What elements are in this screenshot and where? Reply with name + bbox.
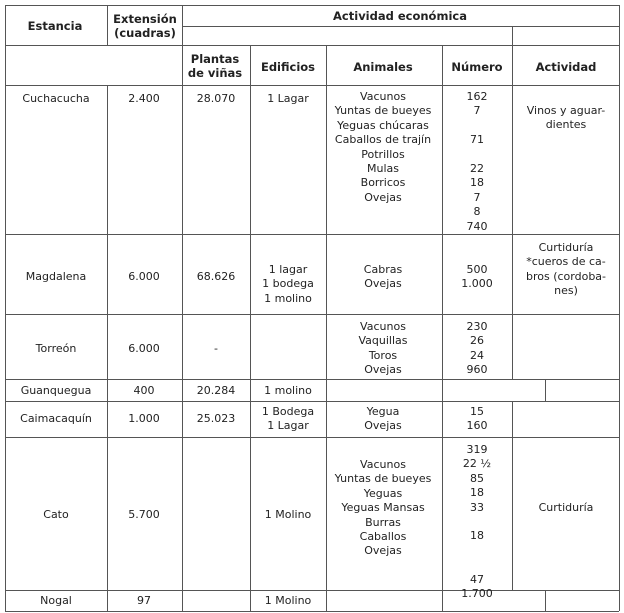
cell-estancia: Torreón xyxy=(35,342,77,355)
cell-line: 1 Bodega xyxy=(261,405,315,418)
grid-line xyxy=(442,437,443,590)
cell-line: Yuntas de bueyes xyxy=(334,472,432,486)
grid-line xyxy=(442,234,443,314)
grid-line xyxy=(442,85,443,234)
cell-line: nes) xyxy=(554,284,578,298)
cell-line: Ovejas xyxy=(364,277,402,291)
cell-line: Ovejas xyxy=(364,363,402,377)
cell-actividad xyxy=(526,241,606,299)
grid-line xyxy=(545,590,546,611)
cell-line: Cabras xyxy=(363,263,403,276)
cell-edificios xyxy=(262,405,314,434)
cell-line: 7 xyxy=(473,104,481,118)
grid-line xyxy=(182,234,183,314)
cell-line: 7 xyxy=(473,190,481,204)
grid-line xyxy=(5,401,619,402)
grid-line xyxy=(512,85,513,234)
grid-line xyxy=(107,85,108,234)
cell-line: Curtiduría xyxy=(538,501,594,514)
grid-line xyxy=(250,437,251,590)
cell-line: 1.000 xyxy=(461,277,493,291)
cell-extension: 400 xyxy=(133,384,155,397)
cell-estancia: Cuchacucha xyxy=(22,92,90,105)
cell-line: 1 Molino xyxy=(264,508,312,521)
cell-line: Mulas xyxy=(366,162,399,176)
cell-line: Ovejas xyxy=(364,419,402,433)
grid-line xyxy=(250,314,251,379)
cell-extension: 6.000 xyxy=(128,342,160,355)
cell-line: 18 xyxy=(470,486,484,500)
cell-line: 1 Molino xyxy=(264,594,312,607)
cell-line: 1 bodega xyxy=(262,277,314,291)
cell-line: 230 xyxy=(466,320,488,333)
cell-line: 22 xyxy=(470,162,484,175)
grid-line xyxy=(250,401,251,437)
grid-line xyxy=(5,234,6,314)
cell-line: Potrillos xyxy=(361,147,405,161)
grid-line xyxy=(512,234,513,314)
grid-line xyxy=(326,234,327,314)
cell-line: 71 xyxy=(470,133,484,147)
grid-line xyxy=(107,5,108,45)
grid-line xyxy=(107,379,108,401)
grid-line xyxy=(619,590,620,611)
grid-line xyxy=(619,379,620,401)
cell-actividad xyxy=(539,501,594,515)
grid-line xyxy=(182,45,619,46)
cell-line: 162 xyxy=(466,90,488,103)
cell-line: 1 molino xyxy=(264,384,312,397)
grid-line xyxy=(182,26,619,27)
grid-line xyxy=(182,437,183,590)
grid-line xyxy=(619,5,620,85)
cell-estancia: Caimacaquín xyxy=(20,412,92,425)
cell-edificios xyxy=(265,508,312,522)
cell-line xyxy=(461,558,493,572)
cell-line: Yeguas Mansas xyxy=(341,501,425,515)
grid-line xyxy=(545,379,546,401)
grid-line xyxy=(5,85,6,234)
cell-line: Vacunos xyxy=(360,458,406,471)
cell-numero xyxy=(461,263,493,292)
cell-extension: 1.000 xyxy=(128,412,160,425)
cell-line: Vacunos xyxy=(360,90,406,103)
cell-line: 8 xyxy=(473,205,481,219)
cell-extension: 6.000 xyxy=(128,270,160,283)
grid-line xyxy=(182,590,183,611)
cell-line: 1 Lagar xyxy=(267,92,309,105)
cell-actividad xyxy=(527,104,606,133)
cell-line: 85 xyxy=(470,471,484,485)
grid-line xyxy=(5,45,182,46)
cell-line: 1 lagar xyxy=(268,263,308,276)
header-plantas: Plantas de viñas xyxy=(187,52,243,80)
cell-line: Vaquillas xyxy=(358,334,408,348)
cell-line xyxy=(467,119,488,133)
grid-line xyxy=(326,45,327,85)
grid-line xyxy=(5,590,6,611)
header-actividad-economica: Actividad económica xyxy=(333,9,467,23)
grid-line xyxy=(182,85,183,234)
grid-line xyxy=(619,401,620,437)
grid-line xyxy=(326,437,327,590)
grid-line xyxy=(326,379,327,401)
grid-line xyxy=(5,314,619,315)
cell-line: Caballos de trajín xyxy=(334,133,432,147)
cell-line: 1 Lagar xyxy=(267,419,309,433)
grid-line xyxy=(326,85,327,234)
cell-line: 160 xyxy=(466,419,488,433)
cell-animales xyxy=(335,458,432,559)
grid-line xyxy=(5,611,619,612)
cell-animales xyxy=(364,263,402,292)
cell-edificios xyxy=(267,92,309,106)
cell-plantas: 25.023 xyxy=(196,412,236,425)
header-estancia: Estancia xyxy=(27,19,83,33)
cell-line: 24 xyxy=(470,348,484,362)
grid-line xyxy=(5,234,619,235)
grid-line xyxy=(5,379,619,380)
cell-line: 960 xyxy=(466,363,488,377)
cell-extension: 2.400 xyxy=(128,92,160,105)
grid-line xyxy=(5,590,619,591)
grid-line xyxy=(512,26,513,45)
grid-line xyxy=(5,314,6,379)
cell-line: Borricos xyxy=(360,176,406,190)
cell-plantas: 28.070 xyxy=(196,92,236,105)
grid-line xyxy=(326,401,327,437)
cell-line: Curtiduría xyxy=(538,241,594,254)
cell-line: 47 xyxy=(470,572,484,586)
cell-line: Yegua xyxy=(366,405,400,418)
grid-line xyxy=(442,401,443,437)
cell-line: bros (cordoba- xyxy=(525,269,607,283)
cell-line: 18 xyxy=(470,176,484,190)
cell-line: Vacunos xyxy=(360,320,406,333)
grid-line xyxy=(326,590,327,611)
cell-line: *cueros de ca- xyxy=(526,255,606,269)
cell-line: Caballos xyxy=(359,530,407,544)
cell-animales xyxy=(335,90,432,205)
cell-line: 319 xyxy=(466,443,488,456)
cell-edificios xyxy=(262,263,314,306)
cell-line: Ovejas xyxy=(364,544,402,558)
cell-line: 15 xyxy=(470,405,484,418)
cell-line: 22 ½ xyxy=(462,457,492,471)
cell-plantas: - xyxy=(214,342,218,355)
cell-line xyxy=(467,148,488,162)
grid-line xyxy=(107,437,108,590)
cell-line: Toros xyxy=(368,348,398,362)
grid-line xyxy=(5,85,619,86)
cell-plantas: 20.284 xyxy=(196,384,236,397)
grid-line xyxy=(250,234,251,314)
grid-line xyxy=(250,85,251,234)
grid-line xyxy=(619,85,620,234)
cell-numero xyxy=(467,90,488,234)
cell-numero xyxy=(467,320,488,378)
grid-line xyxy=(512,437,513,590)
header-actividad: Actividad xyxy=(535,60,597,74)
header-numero: Número xyxy=(451,60,503,74)
header-edificios: Edificios xyxy=(260,60,316,74)
grid-line xyxy=(512,45,513,85)
cell-line: Yeguas chúcaras xyxy=(337,118,429,132)
cell-line: 26 xyxy=(470,334,484,348)
cell-line: 1.700 xyxy=(461,587,493,601)
grid-line xyxy=(5,437,6,590)
grid-line xyxy=(5,5,6,85)
cell-line: 33 xyxy=(470,500,484,514)
grid-line xyxy=(619,314,620,379)
grid-line xyxy=(512,314,513,379)
cell-line xyxy=(461,544,493,558)
cell-edificios xyxy=(265,594,312,608)
grid-line xyxy=(512,401,513,437)
grid-line xyxy=(442,379,443,401)
grid-line xyxy=(250,590,251,611)
grid-line xyxy=(182,401,183,437)
grid-line xyxy=(5,5,619,6)
cell-estancia: Guanquegua xyxy=(20,384,92,397)
cell-line: 1 molino xyxy=(264,291,312,305)
cell-line: Yuntas de bueyes xyxy=(334,104,432,118)
grid-line xyxy=(107,401,108,437)
cell-numero xyxy=(461,443,493,601)
cell-numero xyxy=(467,405,488,434)
cell-line: Vinos y aguar- xyxy=(526,104,606,117)
cell-line: Ovejas xyxy=(364,190,402,204)
cell-edificios xyxy=(264,384,312,398)
cell-line xyxy=(461,515,493,529)
grid-line xyxy=(5,379,6,401)
cell-estancia: Cato xyxy=(43,508,69,521)
grid-line xyxy=(619,234,620,314)
grid-line xyxy=(326,314,327,379)
header-animales: Animales xyxy=(353,60,413,74)
cell-line: Burras xyxy=(365,515,401,529)
grid-line xyxy=(5,437,619,438)
cell-plantas: 68.626 xyxy=(196,270,236,283)
grid-line xyxy=(442,590,443,611)
cell-line: 740 xyxy=(466,219,488,233)
grid-line xyxy=(442,45,443,85)
cell-animales xyxy=(358,320,407,378)
cell-extension: 5.700 xyxy=(128,508,160,521)
cell-line: dientes xyxy=(545,118,587,132)
grid-line xyxy=(442,314,443,379)
cell-estancia: Magdalena xyxy=(25,270,87,283)
grid-line xyxy=(182,314,183,379)
grid-line xyxy=(5,401,6,437)
cell-line: 500 xyxy=(466,263,488,276)
grid-line xyxy=(107,590,108,611)
cell-estancia: Nogal xyxy=(40,594,72,607)
cell-line: 18 xyxy=(470,529,484,543)
cell-animales xyxy=(364,405,401,434)
cell-extension: 97 xyxy=(137,594,151,607)
grid-line xyxy=(107,234,108,314)
header-extension: Extensión (cuadras) xyxy=(113,12,177,40)
grid-line xyxy=(182,379,183,401)
grid-line xyxy=(619,437,620,590)
grid-line xyxy=(107,314,108,379)
cell-line: Yeguas xyxy=(363,486,403,500)
grid-line xyxy=(250,45,251,85)
grid-line xyxy=(250,379,251,401)
